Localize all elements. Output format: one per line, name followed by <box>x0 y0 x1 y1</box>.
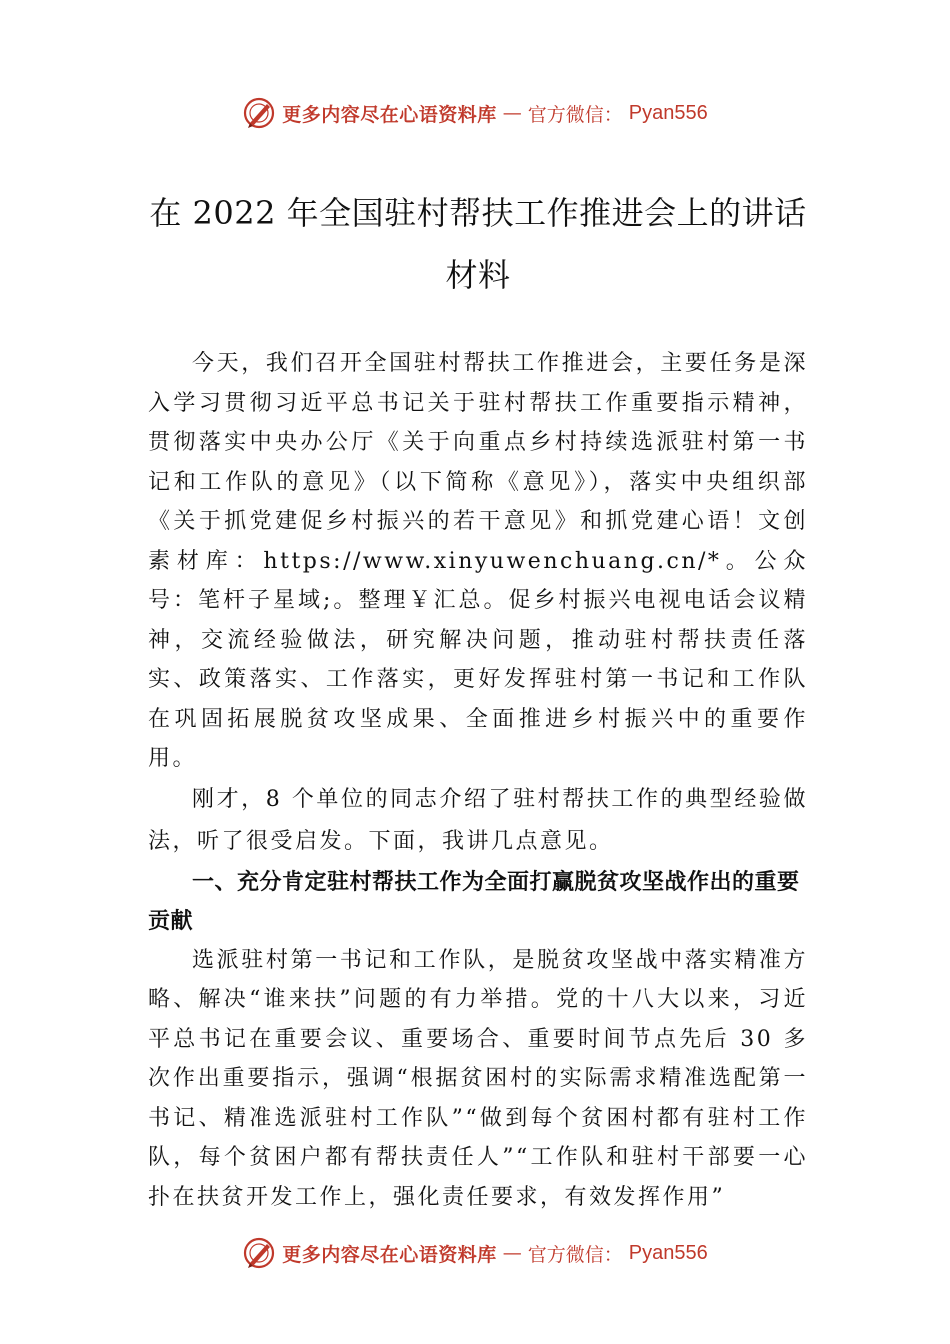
watermark-banner-bottom <box>0 1233 950 1273</box>
banner-separator: — <box>502 1242 522 1264</box>
paragraph-2: 刚才，8 个单位的同志介绍了驻村帮扶工作的典型经验做法，听了很受启发。下面，我讲几点意见。 <box>148 786 808 854</box>
pen-seal-logo-icon <box>242 96 276 130</box>
watermark-banner-top <box>0 93 950 133</box>
banner-wechat-label: 官方微信： <box>527 1243 623 1266</box>
banner-wechat-label: 官方微信： <box>527 103 623 126</box>
banner-wechat-handle: Pyan556 <box>628 1241 708 1264</box>
banner-separator: — <box>502 102 522 124</box>
section-heading-1: 一、充分肯定驻村帮扶工作为全面打赢脱贫攻坚战作出的重要贡献 <box>148 869 800 934</box>
banner-text: 更多内容尽在心语资料库 <box>282 103 497 126</box>
document-body <box>148 344 808 1217</box>
paragraph-1: 今天，我们召开全国驻村帮扶工作推进会，主要任务是深入学习贯彻习近平总书记关于驻村帮扶工作重要指示精神，贯彻落实中央办公厅《关于向重点乡村持续选派驻村第一书记和工作队的意见》（以下简称《意见》），落实中央组织部《关于抓党建促乡村振兴的若干意见》和抓党建心语！文创素材库：https://www.xinyuwenchuang.cn/*。公众号：笔杆子星域;。整理￥汇总。促乡村振兴电视电话会议精神，交流经验做法，研究解决问题，推动驻村帮扶责任落实、政策落实、工作落实，更好发挥驻村第一书记和工作队在巩固拓展脱贫攻坚成果、全面推进乡村振兴中的重要作用。 <box>148 351 808 771</box>
banner-text: 更多内容尽在心语资料库 <box>282 1243 497 1266</box>
document-title: 在 2022 年全国驻村帮扶工作推进会上的讲话材料 <box>149 194 807 294</box>
paragraph-3: 选派驻村第一书记和工作队，是脱贫攻坚战中落实精准方略、解决“谁来扶”问题的有力举措。党的十八大以来，习近平总书记在重要会议、重要场合、重要时间节点先后 30 多次作出重要指示，强调“根据贫困村的实际需求精准选配第一书记、精准选派驻村工作队”“做到每个贫困村都有驻村工作队，每个贫困户都有帮扶责任人”“工作队和驻村干部要一心扑在扶贫开发工作上，强化责任要求，有效发挥作用” <box>148 947 808 1210</box>
banner-wechat-handle: Pyan556 <box>628 101 708 124</box>
pen-seal-logo-icon <box>242 1236 276 1270</box>
